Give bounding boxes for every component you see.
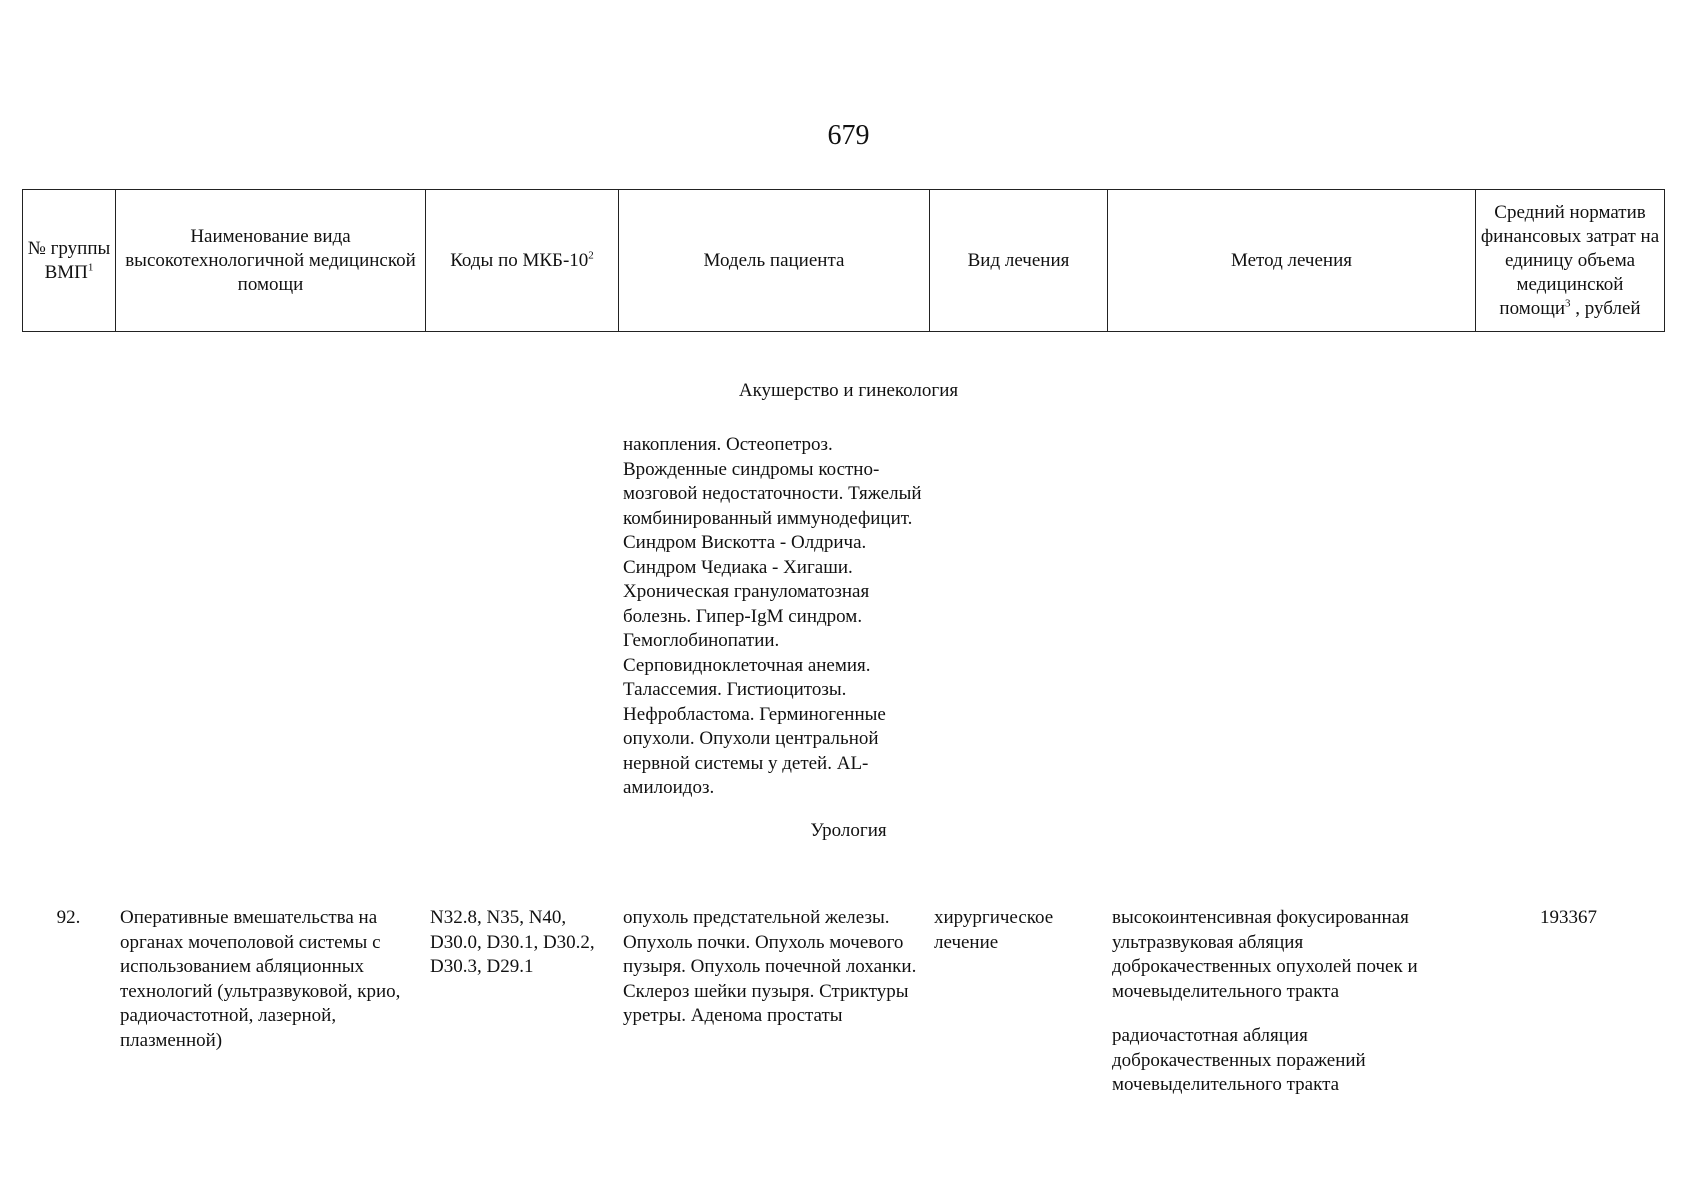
- header-treatment-method: Метод лечения: [1108, 190, 1476, 332]
- row-average-cost: 193367: [1540, 907, 1597, 928]
- continuation-patient-model: накопления. Остеопетроз. Врожденные синдромы костно-мозговой недостаточности. Тяжелый комбинированный иммунодефицит. Синдром Вискотта - Олдрича. Синдром Чедиака - Хигаши. Хроническая грануломатозная болезнь. Гипер-IgM синдром. Гемоглобинопатии. Серповидноклеточная анемия. Талассемия. Гистиоцитозы. Нефробластома. Герминогенные опухоли. Опухоли центральной нервной системы у детей. AL-амилоидоз.: [623, 434, 922, 798]
- row-icd-codes: N32.8, N35, N40, D30.0, D30.1, D30.2, D30.3, D29.1: [430, 907, 595, 977]
- page-number: 679: [827, 120, 870, 151]
- treatment-method-item: радиочастотная абляция доброкачественных поражений мочевыделительного тракта: [1112, 1025, 1366, 1095]
- row-care-type-name: Оперативные вмешательства на органах мочеполовой системы с использованием абляционных технологий (ультразвуковой, крио, радиочастотной, лазерной, плазменной): [120, 907, 401, 1051]
- row-patient-model: опухоль предстательной железы. Опухоль почки. Опухоль мочевого пузыря. Опухоль почечной лоханки. Склероз шейки пузыря. Стриктуры уретры. Аденома простаты: [623, 907, 917, 1026]
- header-treatment-type: Вид лечения: [930, 190, 1108, 332]
- row-number: 92.: [56, 907, 81, 928]
- header-group-number: № группы ВМП$^1$: [23, 190, 116, 332]
- header-average-cost: Средний норматив финансовых затрат на единицу объема медицинской помощи$^3$ , рублей: [1476, 190, 1665, 332]
- section-title-urology: Урология: [810, 820, 887, 841]
- treatment-method-item: высокоинтенсивная фокусированная ультразвуковая абляция доброкачественных опухолей почек и мочевыделительного тракта: [1112, 907, 1418, 1002]
- row-treatment-type: хирургическое лечение: [934, 907, 1054, 953]
- section-title-obstetrics: Акушерство и гинекология: [738, 380, 959, 401]
- header-icd-codes: Коды по МКБ-$10^2$: [426, 190, 619, 332]
- header-care-type-name: Наименование вида высокотехнологичной медицинской помощи: [116, 190, 426, 332]
- row-treatment-methods: [1112, 906, 1442, 1098]
- header-patient-model: Модель пациента: [619, 190, 930, 332]
- table-header: [22, 189, 1665, 332]
